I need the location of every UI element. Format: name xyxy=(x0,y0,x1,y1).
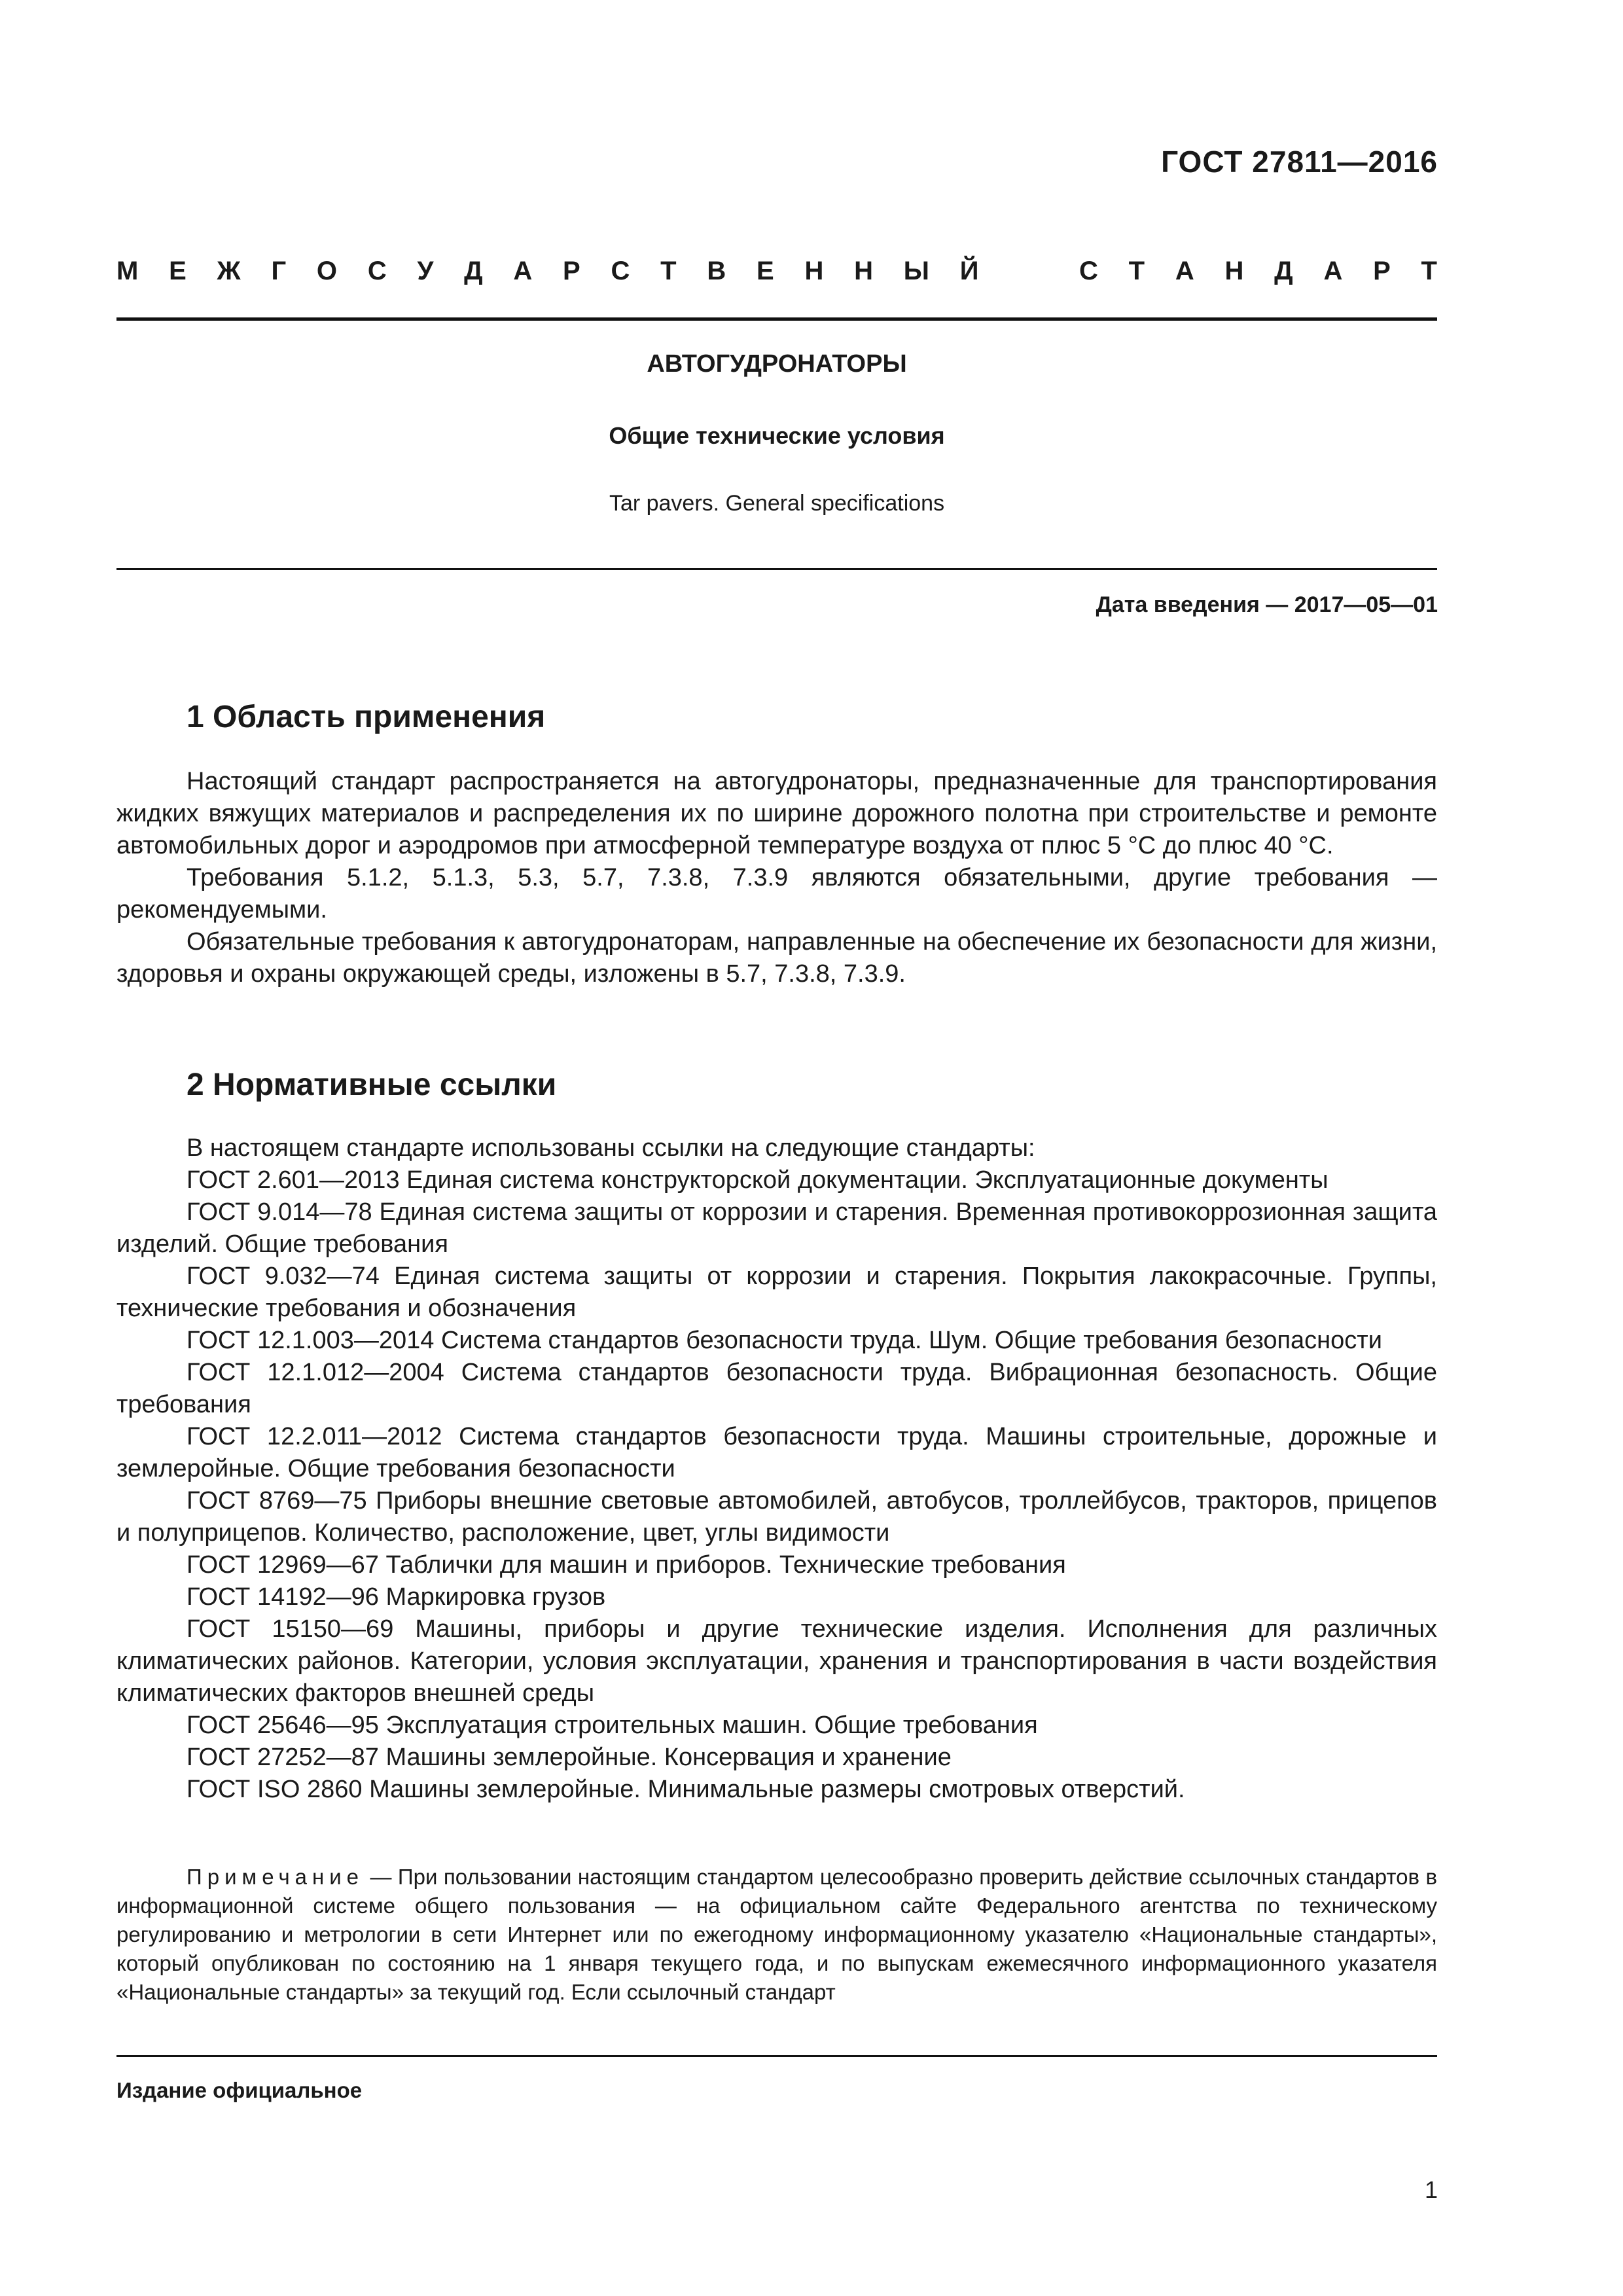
banner-letter: Н xyxy=(804,257,824,285)
banner-letter: С xyxy=(611,257,630,285)
note-block xyxy=(116,1863,1437,2007)
page-number: 1 xyxy=(1424,2176,1438,2203)
banner-letter: Н xyxy=(1224,257,1244,285)
banner-letter: А xyxy=(513,257,533,285)
reference-item: ГОСТ 15150—69 Машины, приборы и другие технические изделия. Исполнения для различных климатических районов. Категории, условия эксплуатации, хранения и транспортирования в части воздействия климатических факторов внешней среды xyxy=(116,1615,1437,1707)
banner-letter: Т xyxy=(1421,257,1437,285)
section-1-heading: 1 Область применения xyxy=(187,700,546,734)
paragraph: Настоящий стандарт распространяется на автогудронаторы, предназначенные для транспортирования жидких вяжущих материалов и распределения их по ширине дорожного полотна при строительстве и ремонте автомобильных дорог и аэродромов при атмосферной температуре воздуха от плюс 5 °С до плюс 40 °С. xyxy=(116,768,1437,859)
banner-letter: Е xyxy=(757,257,774,285)
section-1-body xyxy=(116,766,1437,990)
banner-letter: Н xyxy=(854,257,874,285)
paragraph: Требования 5.1.2, 5.1.3, 5.3, 5.7, 7.3.8, 7.3.9 являются обязательными, другие требования — рекомендуемыми. xyxy=(116,864,1437,924)
document-title: АВТОГУДРОНАТОРЫ xyxy=(647,350,907,378)
banner-letter: Р xyxy=(563,257,580,285)
reference-item: ГОСТ 12.2.011—2012 Система стандартов безопасности труда. Машины строительные, дорожные и землеройные. Общие требования безопасности xyxy=(116,1423,1437,1482)
banner-letter: Д xyxy=(464,257,483,285)
paragraph: В настоящем стандарте использованы ссылки на следующие стандарты: xyxy=(187,1134,1035,1162)
interstate-standard-banner xyxy=(116,257,1437,286)
reference-item: ГОСТ 12.1.012—2004 Система стандартов безопасности труда. Вибрационная безопасность. Общие требования xyxy=(116,1359,1437,1418)
banner-letter: В xyxy=(707,257,726,285)
reference-item: ГОСТ 9.032—74 Единая система защиты от коррозии и старения. Покрытия лакокрасочные. Группы, технические требования и обозначения xyxy=(116,1263,1437,1322)
document-number: ГОСТ 27811—2016 xyxy=(1161,145,1438,179)
introduction-date: Дата введения — 2017—05—01 xyxy=(1096,592,1438,617)
banner-word-gap xyxy=(1009,257,1048,286)
section-2-body xyxy=(116,1132,1437,1806)
banner-letter: Р xyxy=(1373,257,1391,285)
english-title: Tar pavers. General specifications xyxy=(609,491,945,516)
banner-letter: Г xyxy=(271,257,287,285)
banner-letter: Т xyxy=(1128,257,1145,285)
title-divider xyxy=(116,568,1437,570)
reference-item: ГОСТ 8769—75 Приборы внешние световые автомобилей, автобусов, троллейбусов, тракторов, прицепов и полуприцепов. Количество, расположение, цвет, углы видимости xyxy=(116,1487,1437,1547)
banner-letter: Д xyxy=(1274,257,1293,285)
note-label: Примечание xyxy=(187,1865,365,1889)
header-divider xyxy=(116,317,1437,321)
reference-item: ГОСТ ISO 2860 Машины землеройные. Минимальные размеры смотровых отверстий. xyxy=(187,1776,1185,1803)
section-2-heading: 2 Нормативные ссылки xyxy=(187,1067,557,1102)
banner-letter: О xyxy=(316,257,338,285)
reference-item: ГОСТ 14192—96 Маркировка грузов xyxy=(187,1583,606,1611)
banner-letter: Т xyxy=(660,257,677,285)
banner-letter: Ы xyxy=(903,257,929,285)
banner-letter: А xyxy=(1323,257,1343,285)
reference-item: ГОСТ 2.601—2013 Единая система конструкторской документации. Эксплуатационные документы xyxy=(187,1166,1329,1194)
banner-letter: Й xyxy=(959,257,979,285)
reference-item: ГОСТ 27252—87 Машины землеройные. Консервация и хранение xyxy=(187,1744,952,1771)
banner-letter: С xyxy=(1079,257,1098,285)
paragraph: Обязательные требования к автогудронаторам, направленные на обеспечение их безопасности для жизни, здоровья и охраны окружающей среды, изложены в 5.7, 7.3.8, 7.3.9. xyxy=(116,928,1437,988)
note-text: — При пользовании настоящим стандартом целесообразно проверить действие ссылочных стандартов в информационной системе общего пользования — на официальном сайте Федерального агентства по техническому регулированию и метрологии в сети Интернет или по ежегодному информационному указателю «Национальные стандарты», который опубликован по состоянию на 1 января текущего года, и по выпускам ежемесячного информационного указателя «Национальные стандарты» за текущий год. Если ссылочный стандарт xyxy=(116,1865,1437,2004)
footer-divider xyxy=(116,2055,1437,2057)
banner-letter: Е xyxy=(169,257,187,285)
reference-item: ГОСТ 25646—95 Эксплуатация строительных машин. Общие требования xyxy=(187,1712,1038,1739)
banner-letter: А xyxy=(1175,257,1194,285)
banner-letter: У xyxy=(417,257,434,285)
document-subtitle: Общие технические условия xyxy=(609,422,945,449)
banner-letter: С xyxy=(367,257,387,285)
reference-item: ГОСТ 12.1.003—2014 Система стандартов безопасности труда. Шум. Общие требования безопасности xyxy=(187,1327,1382,1354)
reference-item: ГОСТ 9.014—78 Единая система защиты от коррозии и старения. Временная противокоррозионная защита изделий. Общие требования xyxy=(116,1198,1437,1258)
banner-letter: Ж xyxy=(217,257,241,285)
official-edition-label: Издание официальное xyxy=(116,2078,363,2102)
reference-item: ГОСТ 12969—67 Таблички для машин и приборов. Технические требования xyxy=(187,1551,1066,1579)
banner-letter: М xyxy=(116,257,139,285)
